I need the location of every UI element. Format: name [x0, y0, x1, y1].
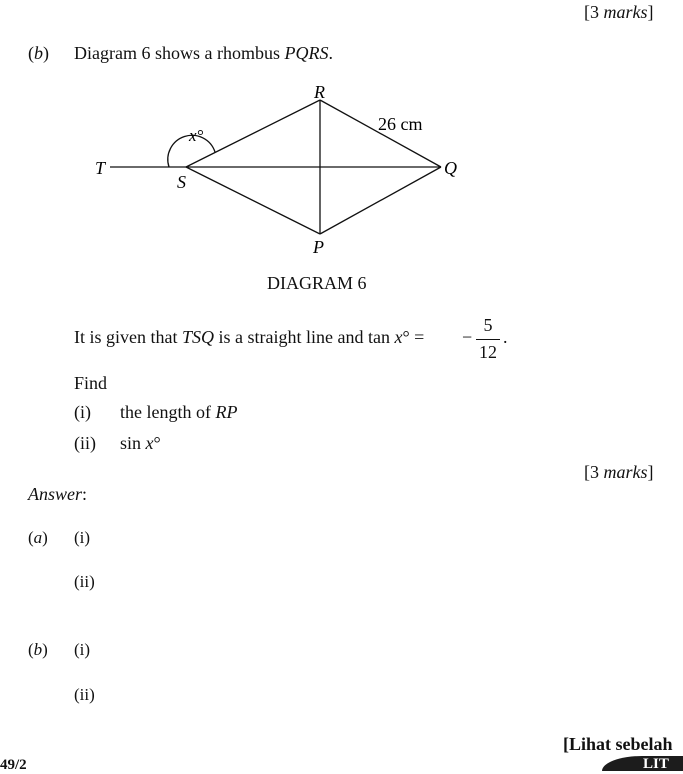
part-b-intro: Diagram 6 shows a rhombus PQRS.	[74, 43, 333, 63]
find-item-num-1: (i)	[74, 402, 91, 422]
answer-a-label: (a)	[28, 528, 48, 547]
marks-mid: [3 marks]	[584, 462, 654, 482]
given-statement: It is given that TSQ is a straight line and tan x° =	[74, 327, 425, 347]
answer-a-ii: (ii)	[74, 572, 95, 591]
vertex-Q: Q	[444, 158, 457, 178]
part-b-label: (b)	[28, 43, 49, 63]
vertex-P: P	[313, 237, 324, 257]
vertex-S: S	[177, 172, 186, 192]
diagram-caption: DIAGRAM 6	[267, 273, 367, 293]
side-PS	[186, 167, 320, 234]
answer-label: Answer:	[28, 484, 88, 504]
find-item-num-2: (ii)	[74, 433, 96, 453]
next-page-note: [Lihat sebelah	[563, 734, 673, 754]
fraction-denominator: 12	[479, 342, 497, 362]
given-minus: −	[462, 327, 473, 347]
answer-a-i: (i)	[74, 528, 91, 547]
given-end: .	[503, 327, 508, 347]
paper-code: 49/2	[0, 757, 27, 773]
find-item-2: sin x°	[120, 433, 161, 453]
answer-b-i: (i)	[74, 640, 91, 659]
angle-x-label: x°	[189, 126, 204, 145]
answer-b-ii: (ii)	[74, 685, 95, 704]
find-item-1: the length of RP	[120, 402, 238, 422]
find-label: Find	[74, 373, 108, 393]
point-T: T	[95, 158, 106, 178]
footer-tab-text: LIT	[643, 756, 669, 772]
side-SR	[186, 100, 320, 167]
fraction-numerator: 5	[483, 315, 493, 335]
side-QP	[320, 167, 441, 234]
vertex-R: R	[314, 82, 325, 102]
marks-top: [3 marks]	[584, 2, 654, 22]
answer-b-label: (b)	[28, 640, 48, 659]
fraction-bar	[476, 339, 500, 340]
rhombus-diagram	[0, 0, 683, 300]
side-length-label: 26 cm	[378, 114, 423, 134]
